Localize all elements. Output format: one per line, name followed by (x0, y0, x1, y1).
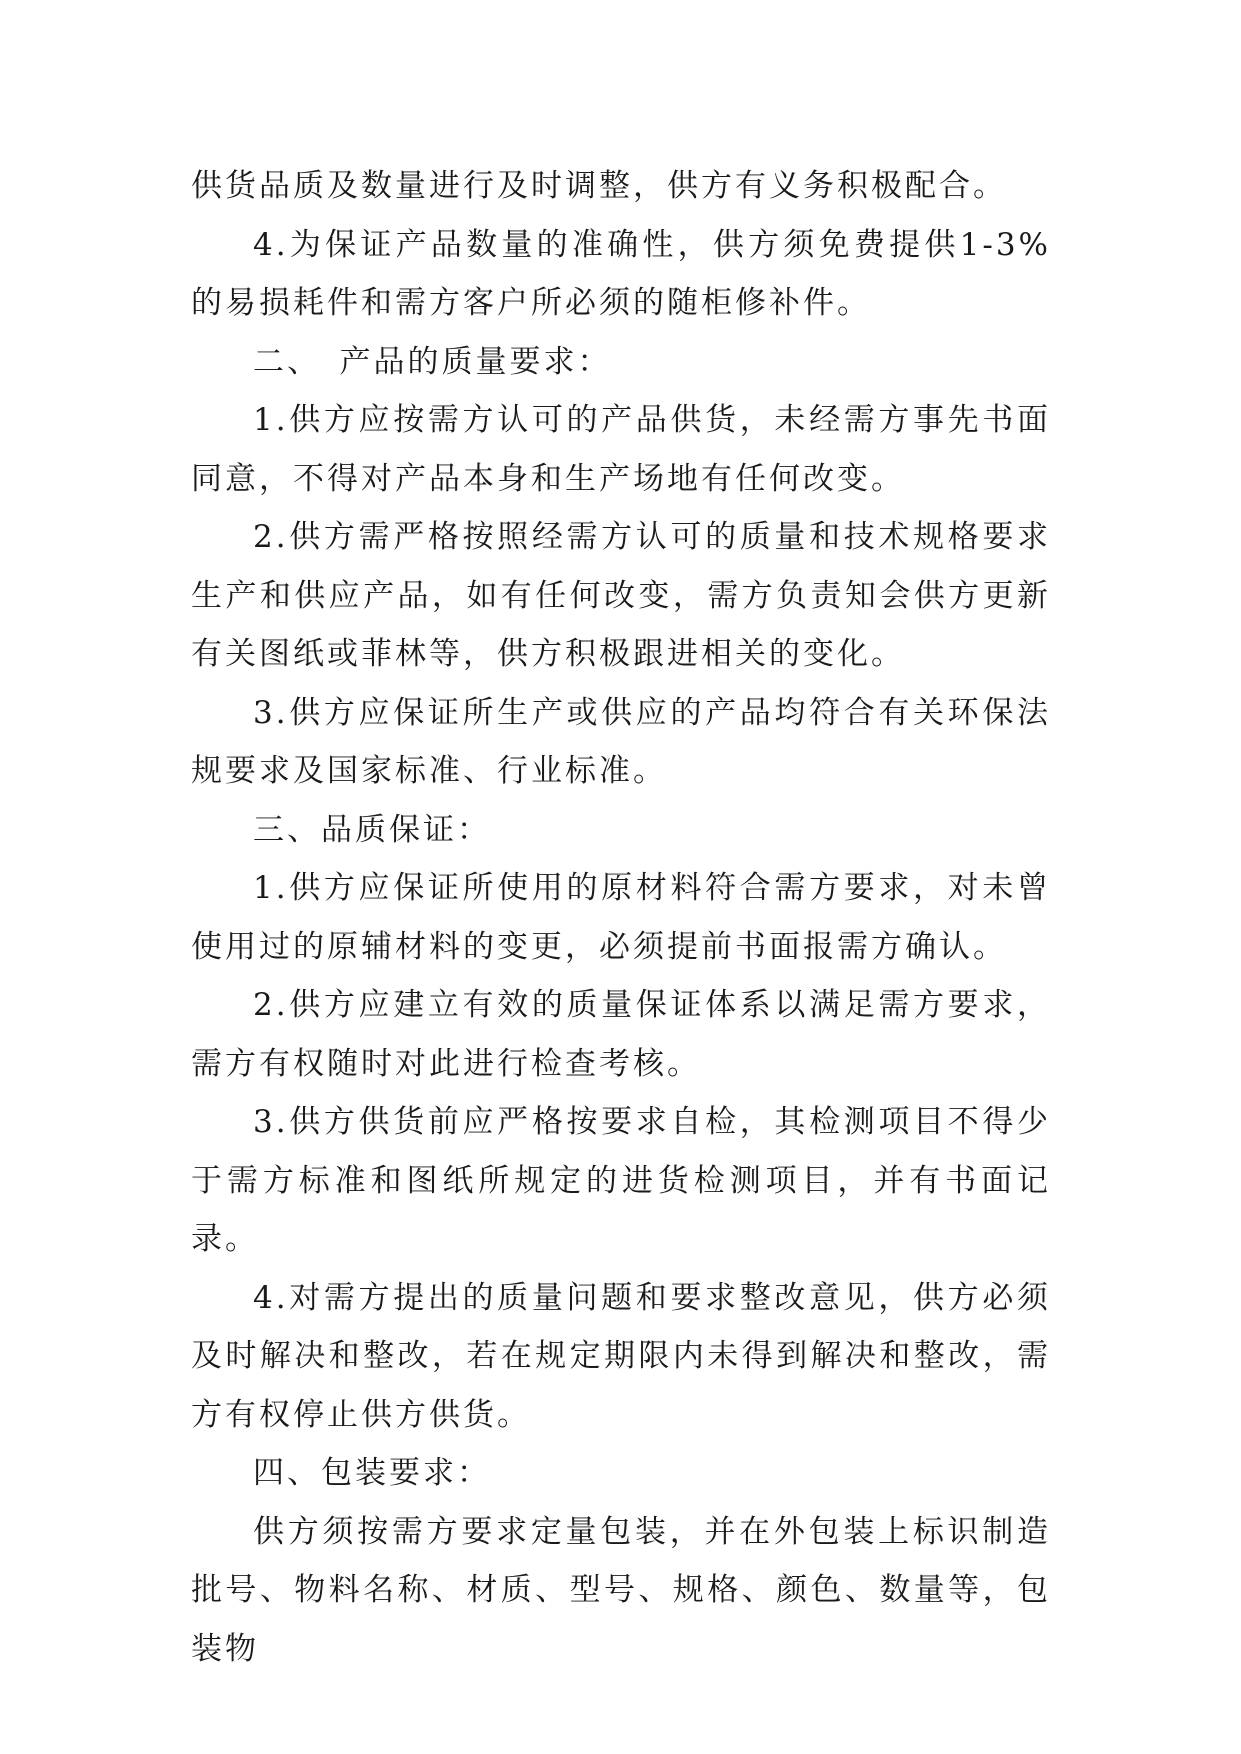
paragraph-rectification: 4.对需方提出的质量问题和要求整改意见，供方必须及时解决和整改，若在规定期限内未得到解决和整改，需方有权停止供方供货。 (191, 1279, 1051, 1433)
paragraph-environmental-standards: 3.供方应保证所生产或供应的产品均符合有关环保法规要求及国家标准、行业标准。 (191, 694, 1051, 789)
paragraph-technical-specs: 2.供方需严格按照经需方认可的质量和技术规格要求生产和供应产品，如有任何改变，需方负责知会供方更新有关图纸或菲林等，供方积极跟进相关的变化。 (191, 519, 1051, 672)
paragraph-continuation: 供货品质及数量进行及时调整，供方有义务积极配合。 (191, 168, 1007, 204)
paragraph-packaging-labeling: 供方须按需方要求定量包装，并在外包装上标识制造批号、物料名称、材质、型号、规格、颜色、数量等，包装物 (191, 1513, 1051, 1667)
section-heading-quality-requirements: 二、 产品的质量要求： (253, 343, 612, 380)
paragraph-approved-products: 1.供方应按需方认可的产品供货，未经需方事先书面同意，不得对产品本身和生产场地有任何改变。 (191, 402, 1051, 497)
paragraph-self-inspection: 3.供方供货前应严格按要求自检，其检测项目不得少于需方标准和图纸所规定的进货检测项目，并有书面记录。 (191, 1104, 1051, 1257)
document-body (191, 157, 1051, 1678)
section-heading-quality-assurance: 三、品质保证： (253, 811, 491, 848)
paragraph-quantity-accuracy: 4.为保证产品数量的准确性，供方须免费提供1-3%的易损耗件和需方客户所必须的随柜修补件。 (191, 226, 1051, 321)
paragraph-raw-materials: 1.供方应保证所使用的原材料符合需方要求，对未曾使用过的原辅材料的变更，必须提前书面报需方确认。 (191, 870, 1051, 965)
section-heading-packaging: 四、包装要求： (253, 1455, 491, 1491)
paragraph-quality-system: 2.供方应建立有效的质量保证体系以满足需方要求，需方有权随时对此进行检查考核。 (191, 987, 1051, 1082)
